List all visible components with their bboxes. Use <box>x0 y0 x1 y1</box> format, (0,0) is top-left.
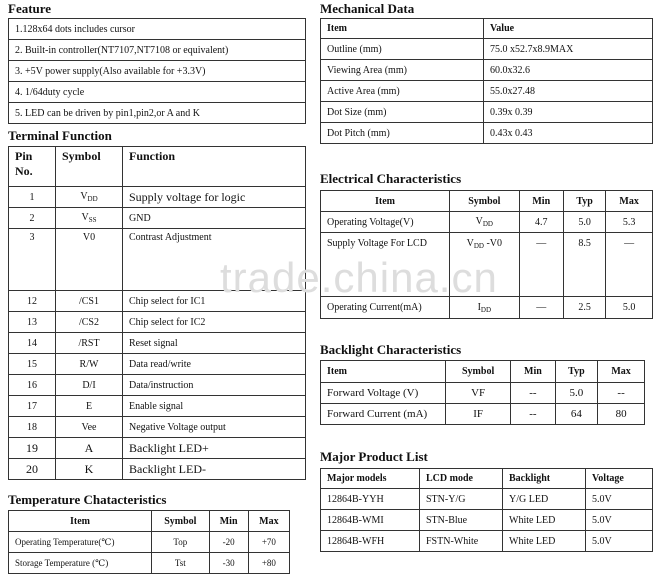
pin-cell: 2 <box>9 208 56 229</box>
pin-cell: 16 <box>9 375 56 396</box>
bl-cell: Forward Voltage (V) <box>321 383 446 404</box>
elec-cell: Operating Voltage(V) <box>321 212 450 233</box>
temp-cell: Tst <box>152 553 210 574</box>
pin-cell: 19 <box>9 438 56 459</box>
temp-cell: Top <box>152 532 210 553</box>
header-symbol: Symbol <box>56 147 123 187</box>
bl-cell: 64 <box>555 404 598 425</box>
mechanical-title: Mechanical Data <box>320 1 415 16</box>
bl-cell: IF <box>446 404 511 425</box>
elec-header: Min <box>519 191 563 212</box>
terminal-table <box>8 146 306 480</box>
function-cell: Backlight LED- <box>123 459 306 480</box>
mech-cell: 55.0x27.48 <box>484 81 653 102</box>
function-cell: Supply voltage for logic <box>123 187 306 208</box>
temp-cell: +70 <box>248 532 289 553</box>
header-function: Function <box>123 147 306 187</box>
feature-item: 5. LED can be driven by pin1,pin2,or A and K <box>9 103 306 124</box>
mech-cell: 60.0x32.6 <box>484 60 653 81</box>
product-cell: Y/G LED <box>503 489 586 510</box>
symbol-cell: E <box>56 396 123 417</box>
elec-cell: — <box>519 233 563 297</box>
symbol-cell: /CS1 <box>56 291 123 312</box>
elec-header: Typ <box>563 191 605 212</box>
feature-item: 2. Built-in controller(NT7107,NT7108 or equivalent) <box>9 40 306 61</box>
temp-header: Min <box>209 511 248 532</box>
bl-header: Symbol <box>446 361 511 383</box>
elec-cell: 5.0 <box>563 212 605 233</box>
function-cell: Data read/write <box>123 354 306 375</box>
elec-header: Max <box>606 191 653 212</box>
temp-cell: Storage Temperature (℃) <box>9 553 152 574</box>
elec-header: Symbol <box>450 191 520 212</box>
elec-cell: Supply Voltage For LCD <box>321 233 450 297</box>
function-cell: Negative Voltage output <box>123 417 306 438</box>
symbol-cell: R/W <box>56 354 123 375</box>
function-cell: Data/instruction <box>123 375 306 396</box>
function-cell: Reset signal <box>123 333 306 354</box>
symbol-cell: D/I <box>56 375 123 396</box>
symbol-cell: /CS2 <box>56 312 123 333</box>
symbol-cell: Vee <box>56 417 123 438</box>
product-header: Voltage <box>586 469 653 489</box>
feature-table <box>8 18 306 124</box>
elec-symbol: $V_{DD}$ -V0 <box>450 233 520 297</box>
temp-header: Symbol <box>152 511 210 532</box>
mech-header: Item <box>321 19 484 39</box>
temperature-table <box>8 510 290 574</box>
pin-cell: 14 <box>9 333 56 354</box>
temp-cell: Operating Temperature(℃) <box>9 532 152 553</box>
pin-cell: 18 <box>9 417 56 438</box>
mechanical-table <box>320 18 653 144</box>
elec-cell: 5.0 <box>606 297 653 319</box>
feature-item: 3. +5V power supply(Also available for +3.3V) <box>9 61 306 82</box>
product-cell: 12864B-WMI <box>321 510 420 531</box>
bl-header: Typ <box>555 361 598 383</box>
function-cell: Chip select for IC1 <box>123 291 306 312</box>
product-cell: STN-Y/G <box>420 489 503 510</box>
elec-cell: — <box>519 297 563 319</box>
bl-cell: -- <box>511 404 555 425</box>
elec-cell: Operating Current(mA) <box>321 297 450 319</box>
mech-cell: Outline (mm) <box>321 39 484 60</box>
temp-cell: -30 <box>209 553 248 574</box>
mech-cell: Dot Pitch (mm) <box>321 123 484 144</box>
product-cell: STN-Blue <box>420 510 503 531</box>
watermark: trade.china.cn <box>220 254 498 301</box>
pin-cell: 15 <box>9 354 56 375</box>
product-header: Backlight <box>503 469 586 489</box>
temperature-title: Temperature Chatacteristics <box>8 492 167 507</box>
elec-cell: 5.3 <box>606 212 653 233</box>
elec-symbol: $I_{DD}$ <box>450 297 520 319</box>
pin-cell: 12 <box>9 291 56 312</box>
mech-cell: Viewing Area (mm) <box>321 60 484 81</box>
pin-cell: 13 <box>9 312 56 333</box>
product-cell: White LED <box>503 510 586 531</box>
product-cell: 5.0V <box>586 531 653 552</box>
pin-cell: 20 <box>9 459 56 480</box>
feature-item: 4. 1/64duty cycle <box>9 82 306 103</box>
mech-cell: 0.39x 0.39 <box>484 102 653 123</box>
product-cell: 5.0V <box>586 489 653 510</box>
header-pin: Pin No. <box>9 147 56 187</box>
bl-cell: VF <box>446 383 511 404</box>
mech-header: Value <box>484 19 653 39</box>
pin-cell: 3 <box>9 229 56 291</box>
elec-header: Item <box>321 191 450 212</box>
electrical-title: Electrical Characteristics <box>320 171 462 186</box>
symbol-cell: $V_{SS}$ <box>56 208 123 229</box>
pin-cell: 17 <box>9 396 56 417</box>
symbol-cell: A <box>56 438 123 459</box>
function-cell: Enable signal <box>123 396 306 417</box>
bl-cell: 80 <box>598 404 645 425</box>
bl-header: Min <box>511 361 555 383</box>
mech-cell: 0.43x 0.43 <box>484 123 653 144</box>
function-cell: Backlight LED+ <box>123 438 306 459</box>
terminal-title: Terminal Function <box>8 128 112 143</box>
elec-symbol: $V_{DD}$ <box>450 212 520 233</box>
function-cell: Contrast Adjustment <box>123 229 306 291</box>
product-cell: FSTN-White <box>420 531 503 552</box>
pin-cell: 1 <box>9 187 56 208</box>
temp-cell: +80 <box>248 553 289 574</box>
elec-cell: — <box>606 233 653 297</box>
product-title: Major Product List <box>320 449 428 464</box>
temp-header: Max <box>248 511 289 532</box>
product-cell: White LED <box>503 531 586 552</box>
temp-cell: -20 <box>209 532 248 553</box>
product-header: Major models <box>321 469 420 489</box>
bl-header: Max <box>598 361 645 383</box>
elec-cell: 2.5 <box>563 297 605 319</box>
backlight-title: Backlight Characteristics <box>320 342 462 357</box>
symbol-cell: V0 <box>56 229 123 291</box>
product-table <box>320 468 653 552</box>
bl-cell: -- <box>511 383 555 404</box>
mech-cell: Dot Size (mm) <box>321 102 484 123</box>
symbol-cell: $V_{DD}$ <box>56 187 123 208</box>
symbol-cell: /RST <box>56 333 123 354</box>
product-cell: 12864B-WFH <box>321 531 420 552</box>
mech-cell: 75.0 x52.7x8.9MAX <box>484 39 653 60</box>
product-cell: 5.0V <box>586 510 653 531</box>
feature-item: 1.128x64 dots includes cursor <box>9 19 306 40</box>
bl-cell: Forward Current (mA) <box>321 404 446 425</box>
product-header: LCD mode <box>420 469 503 489</box>
feature-title: Feature <box>8 1 52 16</box>
elec-cell: 8.5 <box>563 233 605 297</box>
bl-header: Item <box>321 361 446 383</box>
backlight-table <box>320 360 645 425</box>
bl-cell: -- <box>598 383 645 404</box>
symbol-cell: K <box>56 459 123 480</box>
bl-cell: 5.0 <box>555 383 598 404</box>
mech-cell: Active Area (mm) <box>321 81 484 102</box>
temp-header: Item <box>9 511 152 532</box>
function-cell: Chip select for IC2 <box>123 312 306 333</box>
function-cell: GND <box>123 208 306 229</box>
elec-cell: 4.7 <box>519 212 563 233</box>
product-cell: 12864B-YYH <box>321 489 420 510</box>
